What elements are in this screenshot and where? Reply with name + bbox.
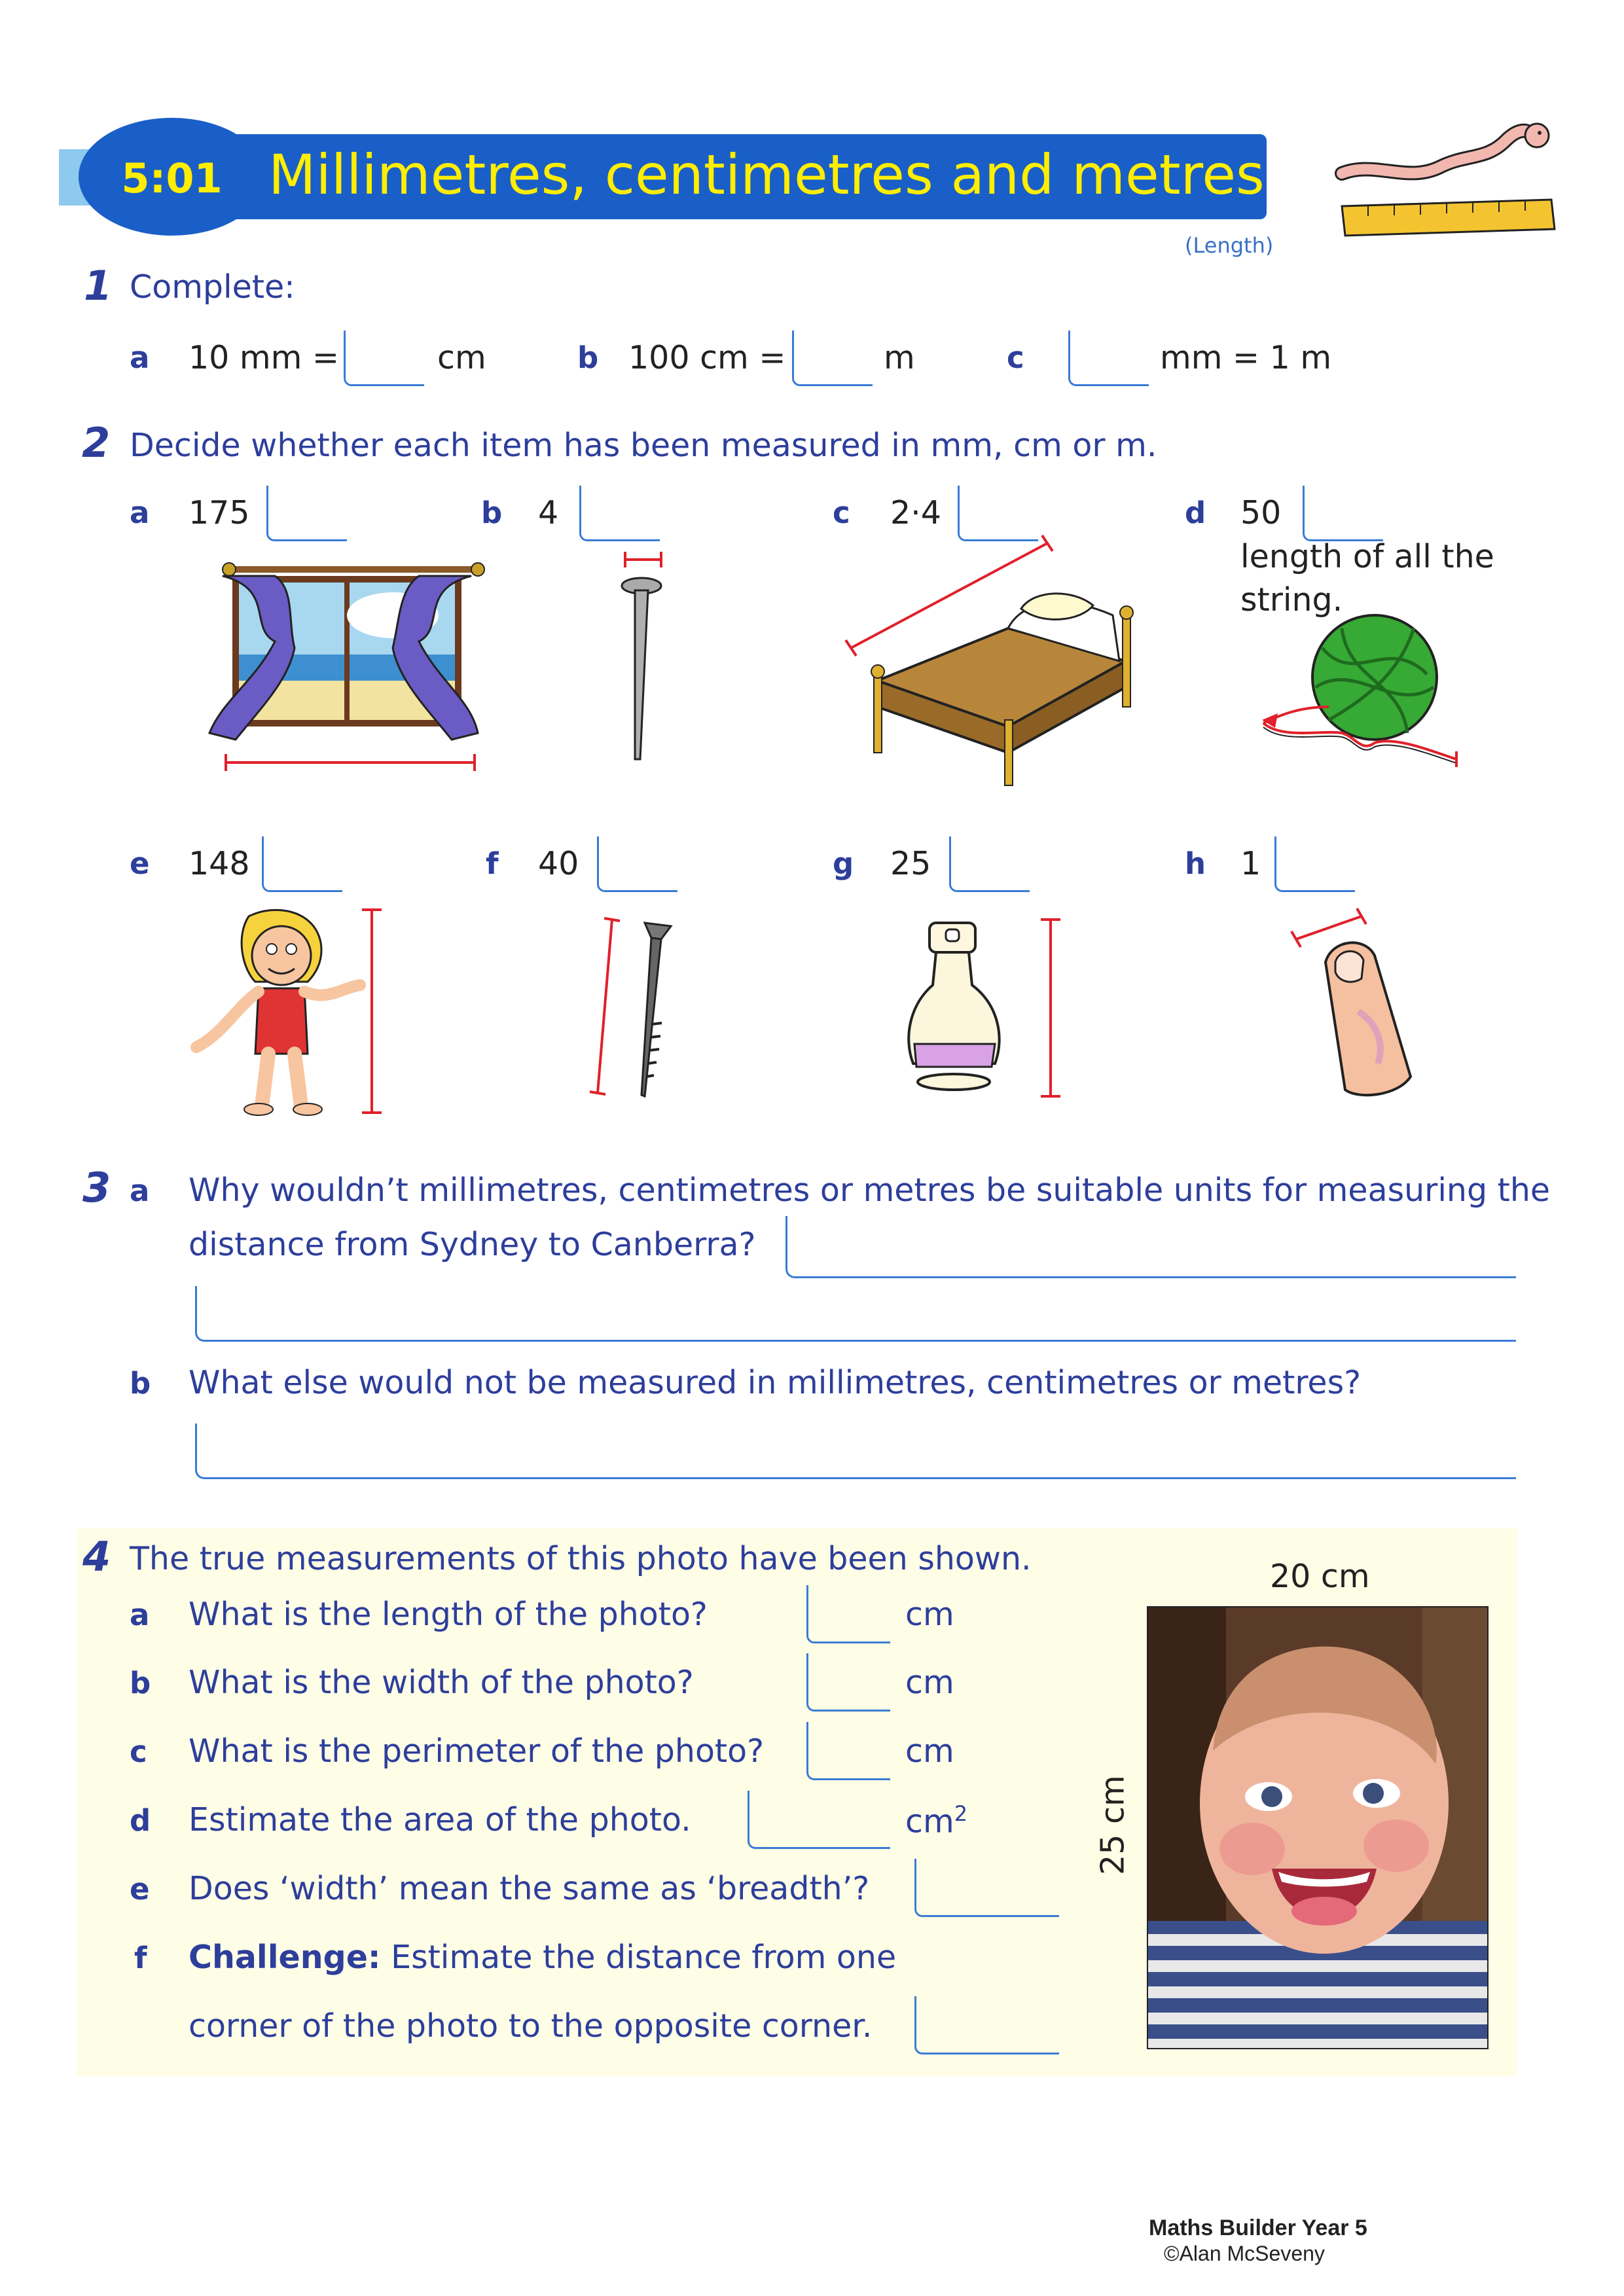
q4e-text: Does ‘width’ mean the same as ‘breadth’? bbox=[189, 1870, 870, 1907]
q2c-label: c bbox=[833, 495, 850, 530]
q1c-label: c bbox=[1007, 340, 1024, 375]
q1a-answer-box[interactable] bbox=[344, 331, 424, 386]
q1a-unit: cm bbox=[437, 339, 486, 376]
q2h-value: 1 bbox=[1240, 845, 1261, 882]
q2d-label: d bbox=[1185, 495, 1206, 530]
window-measure-line bbox=[223, 753, 478, 772]
q4f-answer-box[interactable] bbox=[914, 1996, 1059, 2054]
question-1-number: 1 bbox=[84, 262, 113, 310]
question-1-prompt: Complete: bbox=[130, 268, 295, 306]
q4f-text-line2: corner of the photo to the opposite corner. bbox=[189, 2007, 873, 2045]
q4b-label: b bbox=[130, 1666, 151, 1700]
finger-icon bbox=[1286, 900, 1437, 1109]
question-4-number: 4 bbox=[82, 1533, 111, 1581]
screw-icon bbox=[586, 913, 691, 1109]
question-4-prompt: The true measurements of this photo have been shown. bbox=[130, 1540, 1032, 1577]
q1b-left: 100 cm = bbox=[628, 339, 786, 376]
q4d-unit-text: cm bbox=[905, 1803, 954, 1840]
q3b-answer-line[interactable] bbox=[195, 1424, 1516, 1479]
q2g-value: 25 bbox=[890, 845, 931, 882]
q4d-label: d bbox=[130, 1803, 151, 1838]
q3a-text-line2: distance from Sydney to Canberra? bbox=[189, 1226, 756, 1263]
worm-ruler-icon bbox=[1329, 121, 1564, 245]
q2b-answer-box[interactable] bbox=[579, 486, 660, 541]
q2a-value: 175 bbox=[189, 494, 250, 531]
q2g-label: g bbox=[833, 846, 854, 881]
nail-icon bbox=[602, 550, 674, 766]
q4b-unit: cm bbox=[905, 1664, 954, 1701]
q2d-value: 50 bbox=[1240, 494, 1282, 531]
q2f-answer-box[interactable] bbox=[597, 836, 677, 892]
q3a-label: a bbox=[130, 1174, 150, 1208]
photo-width-label: 20 cm bbox=[1270, 1558, 1370, 1595]
section-number: 5:01 bbox=[121, 154, 223, 202]
q1b-unit: m bbox=[884, 339, 915, 376]
q4d-answer-box[interactable] bbox=[748, 1791, 890, 1849]
question-2-prompt: Decide whether each item has been measured in mm, cm or m. bbox=[130, 427, 1157, 464]
q3b-label: b bbox=[130, 1366, 151, 1401]
q4a-text: What is the length of the photo? bbox=[189, 1596, 708, 1633]
q3a-answer-line-1[interactable] bbox=[785, 1216, 1516, 1278]
window-icon bbox=[196, 550, 484, 779]
baby-photo bbox=[1147, 1607, 1488, 2049]
q4f-challenge-text: Estimate the distance from one bbox=[380, 1939, 897, 1976]
q4d-unit bbox=[905, 1801, 967, 1840]
q1c-answer-box[interactable] bbox=[1068, 331, 1149, 386]
q2e-label: e bbox=[130, 846, 150, 881]
q2a-answer-box[interactable] bbox=[266, 486, 347, 541]
q4f-challenge-label: Challenge: bbox=[189, 1939, 381, 1976]
q2g-answer-box[interactable] bbox=[949, 836, 1030, 892]
q2d-note-line1: length of all the bbox=[1240, 538, 1494, 575]
q4d-unit-exponent: 2 bbox=[954, 1801, 968, 1826]
q2b-label: b bbox=[481, 495, 503, 530]
q2f-value: 40 bbox=[538, 845, 579, 882]
q3a-answer-line-2[interactable] bbox=[195, 1286, 1516, 1342]
q1b-answer-box[interactable] bbox=[792, 331, 873, 386]
bottle-icon bbox=[907, 913, 1070, 1103]
q2b-value: 4 bbox=[538, 494, 559, 531]
bed-icon bbox=[838, 530, 1152, 792]
girl-measure-line bbox=[359, 906, 385, 1116]
q4a-unit: cm bbox=[905, 1596, 954, 1633]
q4f-label: f bbox=[134, 1941, 147, 1975]
q2e-value: 148 bbox=[189, 845, 250, 882]
q4e-answer-box[interactable] bbox=[914, 1859, 1059, 1917]
q1a-left: 10 mm = bbox=[189, 339, 340, 376]
q2e-answer-box[interactable] bbox=[262, 836, 342, 892]
footer-copyright: ©Alan McSeveny bbox=[1164, 2242, 1325, 2265]
q3b-text: What else would not be measured in millimetres, centimetres or metres? bbox=[189, 1364, 1362, 1401]
photo-height-label: 25 cm bbox=[1094, 1775, 1132, 1875]
question-3-number: 3 bbox=[82, 1164, 111, 1211]
q2h-answer-box[interactable] bbox=[1274, 836, 1355, 892]
page-subtitle: (Length) bbox=[1185, 233, 1274, 258]
q2d-note-line2: string. bbox=[1240, 581, 1343, 619]
string-ball-icon bbox=[1244, 609, 1466, 779]
q4d-text: Estimate the area of the photo. bbox=[189, 1801, 691, 1839]
q2h-label: h bbox=[1185, 846, 1206, 881]
page-title: Millimetres, centimetres and metres bbox=[268, 143, 1265, 207]
q4a-label: a bbox=[130, 1598, 150, 1632]
q4c-answer-box[interactable] bbox=[806, 1722, 890, 1780]
q2c-value: 2·4 bbox=[890, 494, 941, 531]
q2f-label: f bbox=[486, 846, 499, 881]
q2d-answer-box[interactable] bbox=[1303, 486, 1383, 541]
q4c-text: What is the perimeter of the photo? bbox=[189, 1732, 765, 1770]
footer-book-title: Maths Builder Year 5 bbox=[1149, 2215, 1367, 2240]
q4b-text: What is the width of the photo? bbox=[189, 1664, 694, 1701]
q4c-unit: cm bbox=[905, 1732, 954, 1770]
q1c-right: mm = 1 m bbox=[1160, 339, 1332, 376]
q4c-label: c bbox=[130, 1734, 147, 1769]
q3a-text-line1: Why wouldn’t millimetres, centimetres or metres be suitable units for measuring the bbox=[189, 1172, 1551, 1209]
q1b-label: b bbox=[577, 340, 599, 375]
q4f-text-line1 bbox=[189, 1939, 896, 1976]
q4b-answer-box[interactable] bbox=[806, 1653, 890, 1712]
q1a-label: a bbox=[130, 340, 150, 375]
q2a-label: a bbox=[130, 495, 150, 530]
q4a-answer-box[interactable] bbox=[806, 1585, 890, 1643]
question-2-number: 2 bbox=[82, 419, 111, 467]
q4e-label: e bbox=[130, 1872, 150, 1907]
